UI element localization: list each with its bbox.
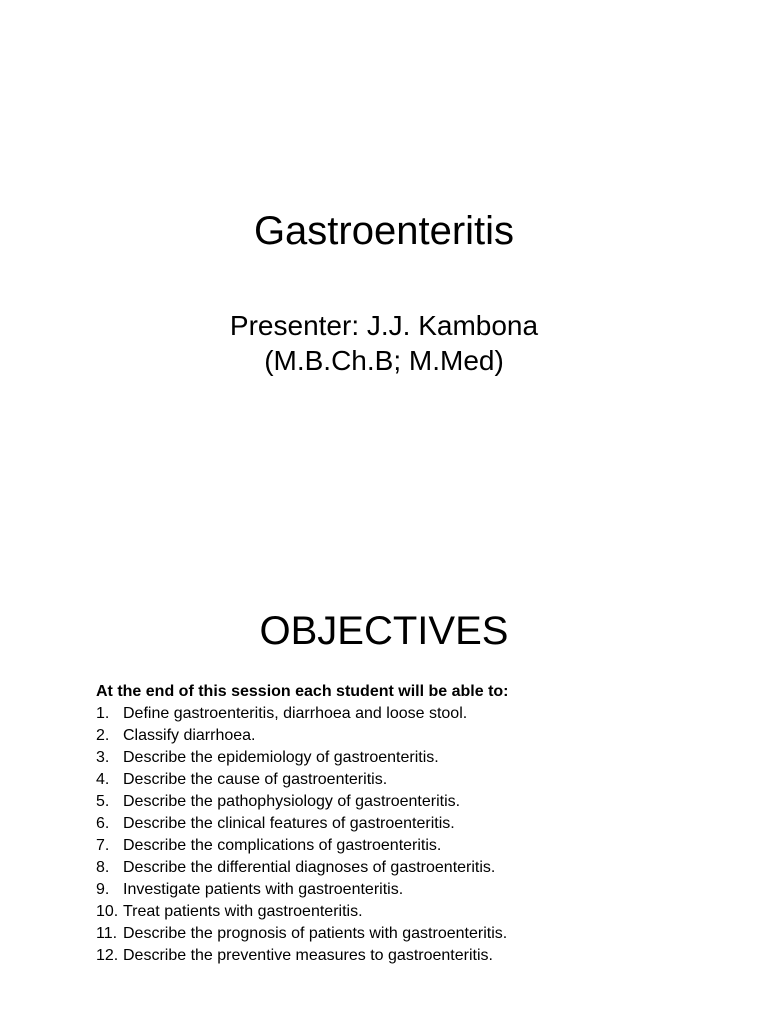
presentation-title: Gastroenteritis <box>253 209 515 253</box>
objective-text: Treat patients with gastroenteritis. <box>123 903 363 920</box>
objective-number: 7. <box>96 837 110 854</box>
objective-item <box>96 769 716 791</box>
objectives-block <box>96 681 716 967</box>
presenter-block <box>0 308 768 378</box>
objective-text: Describe the clinical features of gastroenteritis. <box>123 815 455 832</box>
objective-number: 3. <box>96 749 110 766</box>
objectives-intro: At the end of this session each student will be able to: <box>96 683 509 700</box>
objective-item <box>96 945 716 967</box>
objective-item <box>96 923 716 945</box>
objective-item <box>96 857 716 879</box>
objective-item <box>96 813 716 835</box>
objectives-title: OBJECTIVES <box>259 609 509 653</box>
objective-number: 9. <box>96 881 110 898</box>
objective-item <box>96 791 716 813</box>
objectives-slide <box>0 512 768 1024</box>
objective-text: Describe the differential diagnoses of gastroenteritis. <box>123 859 496 876</box>
objective-number: 8. <box>96 859 110 876</box>
objective-text: Describe the cause of gastroenteritis. <box>123 771 388 788</box>
objective-number: 5. <box>96 793 110 810</box>
objective-item <box>96 879 716 901</box>
objective-text: Describe the preventive measures to gastroenteritis. <box>123 947 493 964</box>
objective-text: Classify diarrhoea. <box>123 727 256 744</box>
objective-text: Describe the epidemiology of gastroenteritis. <box>123 749 439 766</box>
objective-text: Investigate patients with gastroenteritis. <box>123 881 404 898</box>
objective-item <box>96 901 716 923</box>
objective-number: 1. <box>96 705 110 722</box>
objective-item <box>96 703 716 725</box>
objective-number: 10. <box>96 903 119 920</box>
presenter-credentials: (M.B.Ch.B; M.Med) <box>264 345 504 376</box>
objective-text: Describe the prognosis of patients with gastroenteritis. <box>123 925 508 942</box>
objective-number: 6. <box>96 815 110 832</box>
presenter-name: Presenter: J.J. Kambona <box>229 310 539 341</box>
objective-number: 11. <box>96 925 118 942</box>
objective-text: Describe the complications of gastroenteritis. <box>123 837 442 854</box>
objectives-list <box>96 703 716 967</box>
objective-text: Describe the pathophysiology of gastroenteritis. <box>123 793 461 810</box>
objective-number: 2. <box>96 727 110 744</box>
objective-item <box>96 725 716 747</box>
objective-item <box>96 835 716 857</box>
objective-number: 12. <box>96 947 119 964</box>
objective-item <box>96 747 716 769</box>
objective-number: 4. <box>96 771 110 788</box>
objective-text: Define gastroenteritis, diarrhoea and loose stool. <box>123 705 468 722</box>
